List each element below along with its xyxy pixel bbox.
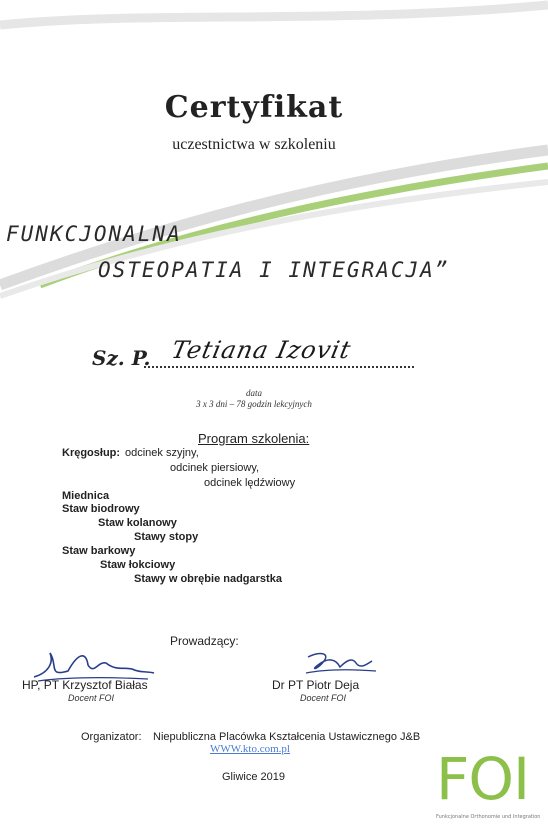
- date-label: data: [245, 388, 262, 398]
- organizer-name: Niepubliczna Placówka Kształcenia Ustawicznego J&B: [153, 731, 421, 743]
- place-and-year: Gliwice 2019: [222, 771, 285, 783]
- participant-line: [92, 336, 422, 376]
- lecturer-role: Docent FOI: [68, 693, 115, 703]
- program-spine-item: odcinek lędźwiowy: [204, 477, 296, 489]
- certificate-subtitle: uczestnictwa w szkoleniu: [172, 136, 336, 153]
- program-item: Stawy w obrębie nadgarstka: [134, 573, 282, 585]
- course-title-line1: FUNKCJONALNA: [6, 222, 182, 246]
- program-item: Miednica: [62, 490, 110, 502]
- participant-name: Tetiana Izovit: [169, 336, 354, 364]
- course-title-line2: OSTEOPATIA I INTEGRACJA”: [98, 258, 450, 282]
- foi-logo-caption: Funkcjonalne Orthonomie und Integration: [436, 814, 541, 820]
- participant-dotted-line: [144, 366, 414, 368]
- program-item: Staw łokciowy: [100, 559, 176, 571]
- program-title: Program szkolenia:: [198, 431, 310, 446]
- signature-piotr-deja: [300, 647, 380, 681]
- program-spine-item: odcinek szyjny,: [125, 447, 199, 459]
- lecturers-heading: Prowadzący:: [170, 634, 239, 648]
- organizer-label: Organizator:: [81, 731, 142, 743]
- organizer-website-link[interactable]: WWW.kto.com.pl: [210, 743, 290, 755]
- date-value: 3 x 3 dni – 78 godzin lekcyjnych: [196, 399, 312, 409]
- program-spine-label: Kręgosłup:: [62, 447, 121, 459]
- program-item: Staw biodrowy: [62, 503, 140, 515]
- program-spine-item: odcinek piersiowy,: [170, 462, 260, 474]
- foi-logo: [436, 745, 544, 822]
- lecturer-name: HP, PT Krzysztof Białas: [22, 678, 148, 692]
- participant-prefix: Sz. P.: [92, 346, 151, 370]
- certificate-title: Certyfikat: [164, 90, 344, 125]
- lecturer-name: Dr PT Piotr Deja: [272, 678, 360, 692]
- program-item: Stawy stopy: [134, 531, 199, 543]
- program-item: Staw barkowy: [62, 545, 136, 557]
- lecturer-role: Docent FOI: [300, 693, 347, 703]
- foi-logo-text: FOI: [436, 745, 530, 813]
- program-item: Staw kolanowy: [98, 517, 177, 529]
- grey-wave-top: [0, 5, 548, 25]
